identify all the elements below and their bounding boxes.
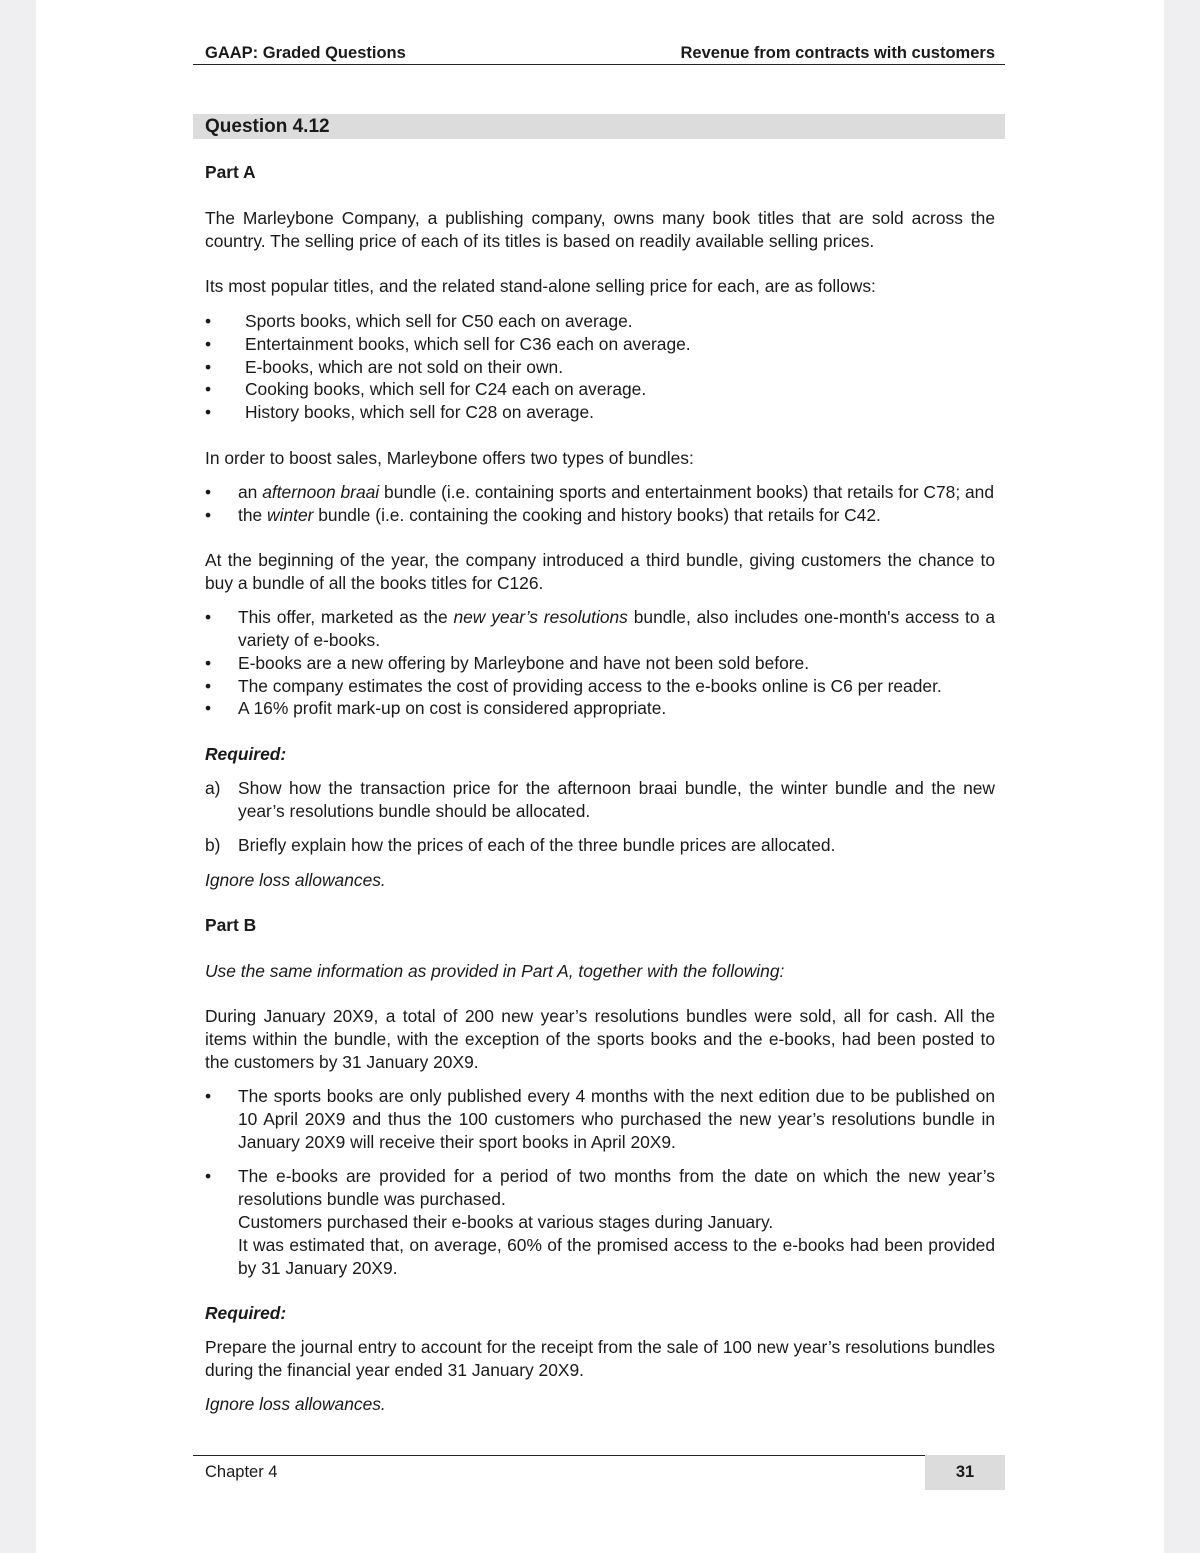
header-left: GAAP: Graded Questions bbox=[205, 44, 406, 62]
bullet-icon: • bbox=[205, 402, 212, 422]
required-label: Required: bbox=[205, 744, 287, 764]
header-right: Revenue from contracts with customers bbox=[680, 44, 995, 62]
bullet-icon: • bbox=[205, 607, 212, 627]
bullet-icon: • bbox=[205, 1086, 212, 1106]
req-a-label: a) bbox=[205, 778, 221, 798]
running-header bbox=[193, 44, 1005, 65]
question-title: Question 4.12 bbox=[205, 116, 330, 137]
part-b-point: The e-books are provided for a period of two months from the date on which the new year’s resolutions bundle was purchased. bbox=[238, 1166, 995, 1209]
bullet-icon: • bbox=[205, 1166, 212, 1186]
req-a-text: Show how the transaction price for the afternoon braai bundle, the winter bundle and the new year’s resolutions bundle should be allocated. bbox=[238, 778, 995, 821]
part-a-heading: Part A bbox=[205, 162, 256, 182]
use-same-note: Use the same information as provided in Part A, together with the following: bbox=[205, 961, 785, 981]
bundle-item: an afternoon braai bundle (i.e. containing sports and entertainment books) that retails for C78; and bbox=[238, 482, 995, 502]
bundle-item: the winter bundle (i.e. containing the cooking and history books) that retails for C42. bbox=[238, 505, 881, 525]
titles-intro: Its most popular titles, and the related stand-alone selling price for each, are as follows: bbox=[205, 276, 876, 296]
bullet-icon: • bbox=[205, 379, 212, 399]
list-item: E-books, which are not sold on their own. bbox=[245, 357, 564, 377]
bundles-intro: In order to boost sales, Marleybone offers two types of bundles: bbox=[205, 448, 694, 468]
offer-item: The company estimates the cost of providing access to the e-books online is C6 per reader. bbox=[238, 676, 942, 696]
offer-item: A 16% profit mark-up on cost is considered appropriate. bbox=[238, 698, 667, 718]
third-bundle-paragraph: At the beginning of the year, the company introduced a third bundle, giving customers the chance to buy a bundle of all the books titles for C126. bbox=[205, 550, 995, 593]
part-b-paragraph: During January 20X9, a total of 200 new year’s resolutions bundles were sold, all for cash. All the items within the bundle, with the exception of the sports books and the e-books, had been posted to the customers by 31 January 20X9. bbox=[205, 1006, 995, 1072]
req-b-label: b) bbox=[205, 835, 221, 855]
list-item: History books, which sell for C28 on average. bbox=[245, 402, 594, 422]
part-b-point-line: Customers purchased their e-books at various stages during January. bbox=[238, 1212, 774, 1232]
list-item: Cooking books, which sell for C24 each on average. bbox=[245, 379, 647, 399]
bullet-icon: • bbox=[205, 676, 212, 696]
req-b-text: Briefly explain how the prices of each of the three bundle prices are allocated. bbox=[238, 835, 836, 855]
bullet-icon: • bbox=[205, 311, 212, 331]
bullet-icon: • bbox=[205, 357, 212, 377]
ignore-note: Ignore loss allowances. bbox=[205, 1394, 386, 1414]
footer-chapter: Chapter 4 bbox=[205, 1463, 278, 1481]
bullet-icon: • bbox=[205, 334, 212, 354]
offer-item: E-books are a new offering by Marleybone and have not been sold before. bbox=[238, 653, 810, 673]
page-number-box bbox=[925, 1455, 1005, 1490]
part-b-point: The sports books are only published every 4 months with the next edition due to be published on 10 April 20X9 and thus the 100 customers who purchased the new year’s resolutions bundle in January 20X9 will receive their sport books in April 20X9. bbox=[238, 1086, 995, 1152]
offer-item: This offer, marketed as the new year’s resolutions bundle, also includes one-month's access to a variety of e-books. bbox=[238, 607, 996, 650]
ignore-note: Ignore loss allowances. bbox=[205, 870, 386, 890]
required-text: Prepare the journal entry to account for the receipt from the sale of 100 new year’s resolutions bundles during the financial year ended 31 January 20X9. bbox=[205, 1337, 995, 1380]
bullet-icon: • bbox=[205, 505, 212, 525]
list-item: Entertainment books, which sell for C36 each on average. bbox=[245, 334, 691, 354]
page-number: 31 bbox=[955, 1463, 975, 1481]
bullet-icon: • bbox=[205, 653, 212, 673]
bullet-icon: • bbox=[205, 482, 212, 502]
part-a-intro: The Marleybone Company, a publishing company, owns many book titles that are sold across the country. The selling price of each of its titles is based on readily available selling prices. bbox=[205, 208, 995, 251]
part-b-heading: Part B bbox=[205, 915, 257, 935]
bullet-icon: • bbox=[205, 698, 212, 718]
footer-rule bbox=[193, 1455, 925, 1456]
part-b-point-line: It was estimated that, on average, 60% of the promised access to the e-books had been provided by 31 January 20X9. bbox=[238, 1235, 995, 1278]
question-title-bar bbox=[193, 114, 1005, 139]
required-label: Required: bbox=[205, 1303, 287, 1323]
list-item: Sports books, which sell for C50 each on average. bbox=[245, 311, 633, 331]
